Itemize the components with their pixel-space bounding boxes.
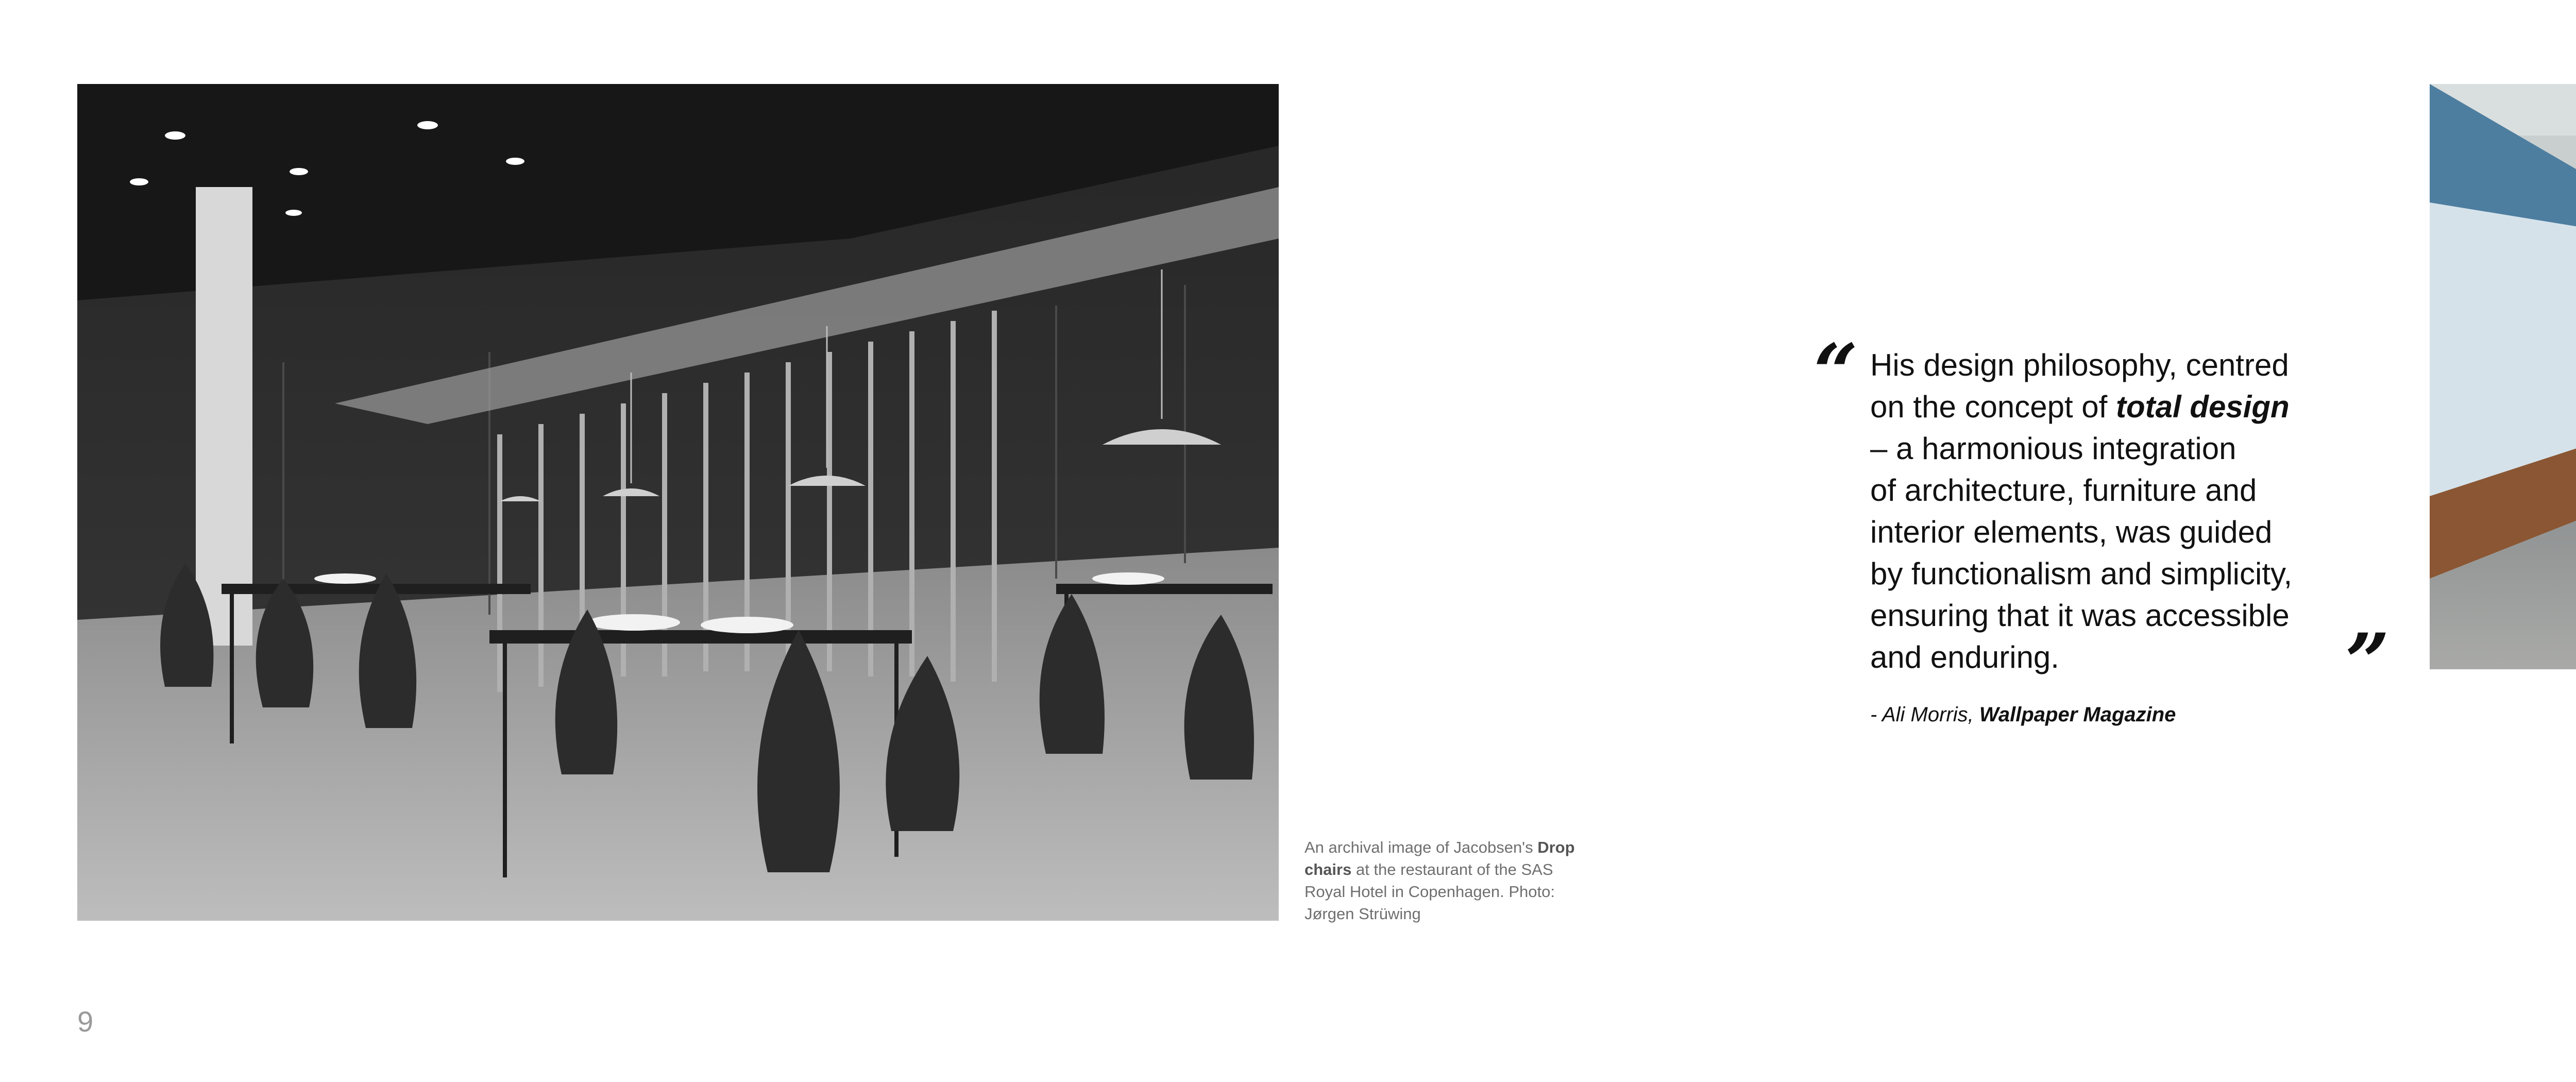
quote-line: and enduring. — [1870, 640, 2059, 674]
quote-line: interior elements, was guided — [1870, 515, 2273, 549]
caption-text: An archival image of Jacobsen's — [1304, 838, 1538, 856]
quote-line: – a harmonious integration — [1870, 431, 2236, 466]
quote-line: on the concept of — [1870, 390, 2116, 424]
quote-attribution — [1870, 703, 2176, 726]
quote-line: of architecture, furniture and — [1870, 473, 2257, 508]
quote-emphasis: total design — [2116, 390, 2290, 424]
restaurant-caption — [1304, 836, 1593, 925]
quote-line: by functionalism and simplicity, — [1870, 556, 2293, 591]
pull-quote — [1870, 344, 2375, 678]
close-quote-icon: ” — [2345, 617, 2390, 707]
restaurant-photo — [77, 84, 1279, 921]
caption-text: at the restaurant of the SAS Royal Hotel in Copenhagen. Photo: Jørgen Strüwing — [1304, 860, 1555, 923]
page-number-left: 9 — [77, 1005, 94, 1038]
attribution-author: - Ali Morris, — [1870, 703, 1979, 726]
quote-line: ensuring that it was accessible — [1870, 598, 2290, 633]
quote-line: His design philosophy, centred — [1870, 348, 2289, 382]
room-606-photo — [2430, 84, 2576, 669]
open-quote-icon: “ — [1814, 327, 1858, 418]
attribution-source: Wallpaper Magazine — [1979, 703, 2176, 726]
caption-bold-text: Drop chairs — [1304, 838, 1575, 878]
